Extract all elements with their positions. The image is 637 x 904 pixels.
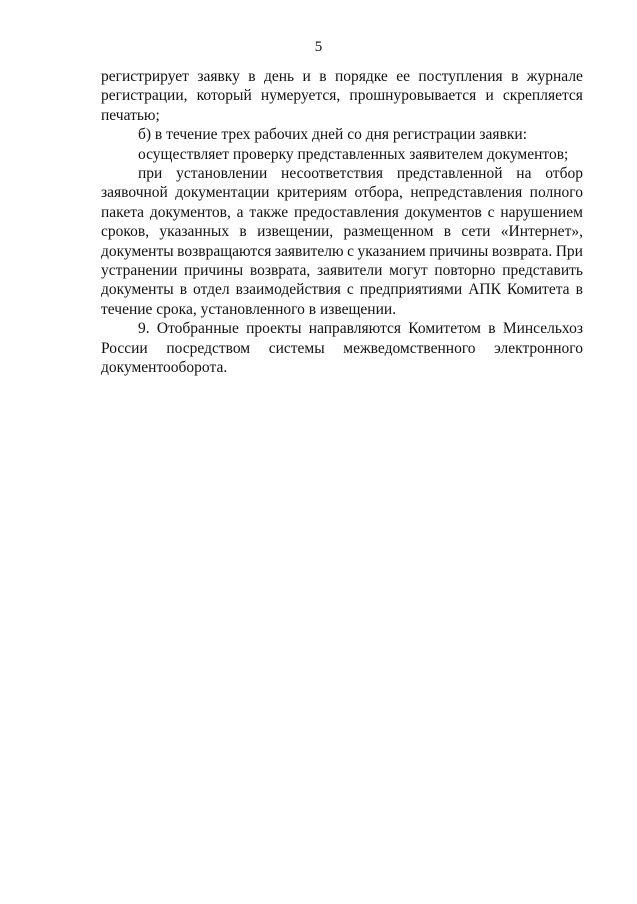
text-line: документооборота. [101, 359, 228, 377]
text-line: при установлении несоответствия представленной на отбор [138, 165, 583, 183]
text-line: 9. Отобранные проекты направляются Комитетом в Минсельхоз [138, 320, 583, 338]
text-line: России посредством системы межведомственного электронного [101, 339, 583, 357]
paragraph [101, 164, 583, 319]
text-line: пакета документов, а также предоставления документов с нарушением [101, 203, 583, 221]
text-line: заявочной документации критериям отбора, непредставления полного [101, 184, 583, 202]
text-line: регистрации, который нумеруется, прошнуровывается и скрепляется [101, 87, 583, 105]
text-line: сроков, указанных в извещении, размещенном в сети «Интернет», [101, 223, 583, 241]
paragraph [101, 145, 583, 164]
text-line: устранении причины возврата, заявители могут повторно представить [101, 262, 583, 280]
paragraph [101, 67, 583, 125]
text-line: печатью; [101, 106, 160, 124]
text-line: документы в отдел взаимодействия с предприятиями АПК Комитета в [101, 281, 583, 299]
paragraph [101, 125, 583, 144]
text-line: б) в течение трех рабочих дней со дня регистрации заявки: [138, 126, 528, 144]
text-line: осуществляет проверку представленных заявителем документов; [138, 145, 569, 163]
text-line: течение срока, установленного в извещении. [101, 300, 397, 318]
page-number: 5 [314, 39, 323, 55]
text-line: регистрирует заявку в день и в порядке ее поступления в журнале [101, 68, 583, 85]
text-line: документы возвращаются заявителю с указанием причины возврата. При [101, 242, 583, 260]
paragraph [101, 319, 583, 377]
document-body [101, 67, 583, 378]
